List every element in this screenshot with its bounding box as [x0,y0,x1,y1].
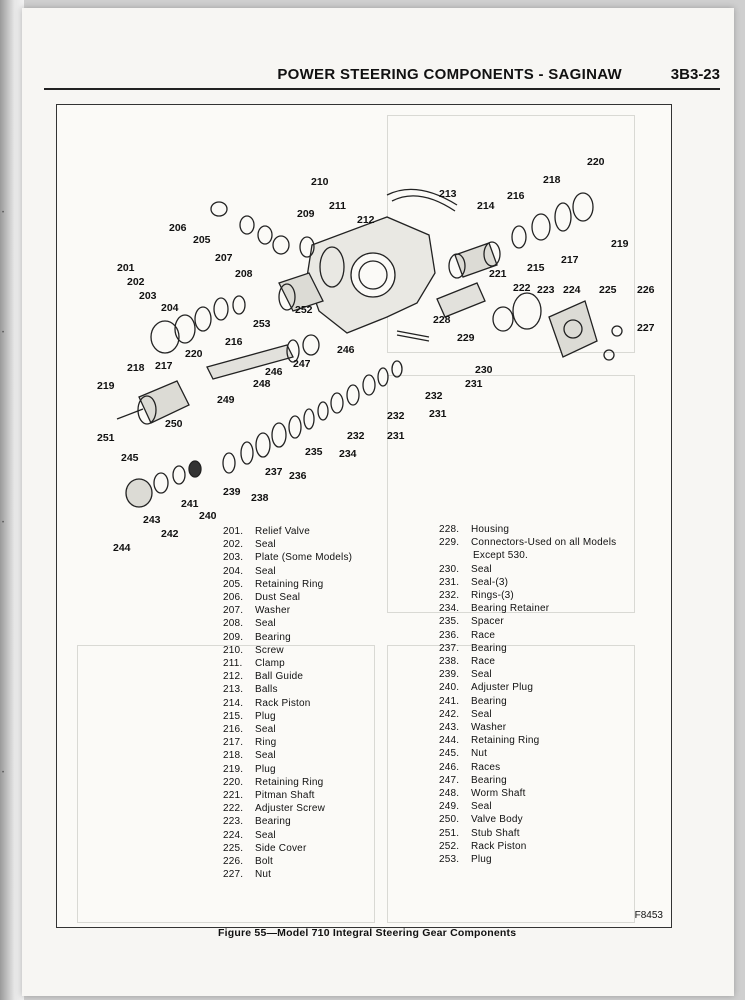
part-number: 229. [439,537,460,549]
part-name: Side Cover [255,842,307,854]
legend-row [439,576,616,589]
part-name: Nut [255,869,272,881]
callout-number: 232 [425,390,443,402]
callout-number: 228 [433,314,451,326]
page-header [44,64,720,90]
legend-row [439,523,616,536]
callout-number: 204 [161,302,179,314]
part-name: Except 530. [473,550,529,562]
callout-number: 240 [199,510,217,522]
part-name: Worm Shaft [471,788,526,800]
part-number: 245. [439,748,460,760]
part-name: Connectors-Used on all Models [471,537,617,549]
callout-number: 229 [457,332,475,344]
part-number: 235. [439,616,460,628]
callout-number: 246 [337,344,355,356]
legend-row [439,549,616,562]
parts-legend-right [439,523,616,866]
part-number: 253. [439,854,460,866]
legend-row [223,683,352,696]
part-number: 214. [223,697,244,709]
part-number: 224. [223,829,244,841]
part-number: 244. [439,735,460,747]
callout-number: 205 [193,234,211,246]
callout-number: 239 [223,486,241,498]
legend-row [223,736,352,749]
callout-number: 225 [599,284,617,296]
part-number: 252. [439,840,460,852]
callout-number: 252 [295,304,313,316]
callout-number: 250 [165,418,183,430]
callout-number: 217 [155,360,173,372]
part-number: 242. [439,708,460,720]
manual-page [22,8,734,996]
part-number: 227. [223,869,244,881]
legend-row [439,589,616,602]
callout-number: 215 [527,262,545,274]
callout-number: 207 [215,252,233,264]
legend-row [439,615,616,628]
part-name: Race [471,629,496,641]
legend-row [223,565,352,578]
part-number: 211. [223,658,243,670]
part-number: 220. [223,776,244,788]
part-number: 201. [223,526,244,537]
legend-row [439,642,616,655]
parts-legend-left [223,525,352,881]
callout-number: 246 [265,366,283,378]
legend-row [223,578,352,591]
legend-row [223,763,352,776]
part-number: 217. [223,737,244,749]
figure-frame [56,104,672,928]
legend-row [439,668,616,681]
part-name: Seal [471,669,492,681]
part-number: 243. [439,722,460,734]
callout-number: 202 [127,276,145,288]
callout-number: 203 [139,290,157,302]
callout-number: 248 [253,378,271,390]
legend-row [223,789,352,802]
callout-number: 206 [169,222,187,234]
callout-number: 219 [97,380,115,392]
callout-number: 211 [329,200,346,212]
part-name: Seal [471,801,492,813]
legend-row [439,734,616,747]
part-name: Seal [255,750,276,762]
part-name: Stub Shaft [471,827,520,839]
page-number: 3B3-23 [670,66,720,83]
part-name: Races [471,761,501,773]
part-number: 247. [439,774,460,786]
callout-number: 241 [181,498,199,510]
legend-row [439,787,616,800]
edge-fragment: • [2,520,5,526]
part-number: 212. [223,671,244,683]
part-name: Retaining Ring [255,578,324,590]
part-number: 250. [439,814,460,826]
part-name: Race [471,656,496,668]
part-name: Seal [255,565,276,577]
part-name: Adjuster Plug [471,682,534,694]
legend-row [223,551,352,564]
callout-number: 220 [587,156,605,168]
part-name: Bearing Retainer [471,603,550,615]
part-name: Pitman Shaft [255,790,315,802]
callout-number: 237 [265,466,283,478]
callout-number: 221 [489,268,507,280]
legend-row [439,708,616,721]
part-number: 207. [223,605,244,617]
part-name: Plate (Some Models) [255,552,353,564]
callout-number: 247 [293,358,311,370]
part-number: 248. [439,788,460,800]
callout-number: 236 [289,470,307,482]
callout-number: 208 [235,268,253,280]
legend-row [439,563,616,576]
legend-row [223,829,352,842]
part-number: 226. [223,856,244,868]
legend-row [439,800,616,813]
legend-row [439,774,616,787]
part-name: Nut [471,748,488,760]
legend-row [223,815,352,828]
part-name: Seal [255,618,276,630]
callout-number: 230 [475,364,493,376]
part-number: 218. [223,750,244,762]
legend-row [223,776,352,789]
part-number: 223. [223,816,244,828]
legend-row [223,525,352,538]
part-number: 222. [223,803,244,815]
callout-number: 201 [117,262,135,274]
part-number: 231. [439,576,460,588]
part-name: Relief Valve [255,526,311,537]
legend-row [439,536,616,549]
section-title: POWER STEERING COMPONENTS - SAGINAW [277,66,622,83]
legend-row [223,802,352,815]
legend-row [439,761,616,774]
legend-row [223,617,352,630]
part-name: Screw [255,644,284,656]
callout-number: 220 [185,348,203,360]
part-number: 225. [223,842,244,854]
callout-number: 224 [563,284,581,296]
part-number: 230. [439,563,460,575]
part-number: 241. [439,695,460,707]
callout-number: 227 [637,322,655,334]
part-number: 246. [439,761,460,773]
legend-row [439,721,616,734]
callout-number: 231 [429,408,447,420]
part-number: 251. [439,827,460,839]
legend-row [223,591,352,604]
legend-row [439,840,616,853]
part-name: Rings-(3) [471,590,514,602]
part-number: 219. [223,763,244,775]
part-name: Plug [255,763,276,775]
callout-number: 238 [251,492,269,504]
callout-number: 253 [253,318,271,330]
part-name: Seal [255,724,276,736]
part-number: 221. [223,790,244,802]
legend-row [223,538,352,551]
legend-row [223,842,352,855]
callout-number: 231 [387,430,405,442]
edge-fragment: • [2,330,5,336]
edge-fragment: • [2,210,5,216]
legend-row [223,670,352,683]
callout-number: 217 [561,254,579,266]
part-name: Bearing [471,774,507,786]
part-name: Washer [255,605,291,617]
callout-number: 218 [543,174,561,186]
callout-number: 213 [439,188,457,200]
part-number: 232. [439,590,460,602]
callout-number: 249 [217,394,235,406]
part-name: Seal [471,708,492,720]
part-name: Rack Piston [255,697,311,709]
callout-number: 223 [537,284,555,296]
part-number: 208. [223,618,244,630]
part-name: Housing [471,524,510,535]
legend-row [223,697,352,710]
exploded-view-diagram [57,105,671,554]
legend-row [223,631,352,644]
part-number: 203. [223,552,244,564]
part-name: Washer [471,722,507,734]
part-name: Rack Piston [471,840,527,852]
part-number: 237. [439,642,460,654]
legend-row [439,655,616,668]
part-number: 213. [223,684,244,696]
part-name: Plug [471,854,492,866]
callout-number: 251 [97,432,115,444]
legend-row [439,681,616,694]
legend-row [223,855,352,868]
part-number: 205. [223,578,244,590]
callout-number: 245 [121,452,139,464]
legend-row [439,747,616,760]
legend-row [439,695,616,708]
legend-row [223,644,352,657]
part-number: 240. [439,682,460,694]
legend-row [223,657,352,670]
legend-row [223,868,352,881]
callout-number: 234 [339,448,357,460]
part-number: 239. [439,669,460,681]
callout-number: 235 [305,446,323,458]
part-name: Seal [255,829,276,841]
part-name: Retaining Ring [255,776,324,788]
callout-number: 242 [161,528,179,540]
part-name: Bearing [471,695,507,707]
legend-row [223,749,352,762]
callout-number: 222 [513,282,531,294]
callout-number: 216 [507,190,525,202]
callout-number: 216 [225,336,243,348]
legend-row [439,853,616,866]
callout-number: 218 [127,362,145,374]
legend-row [223,710,352,723]
callout-number: 214 [477,200,495,212]
part-name: Seal [471,563,492,575]
callout-number: 232 [347,430,365,442]
part-number: 204. [223,565,244,577]
callout-number: 219 [611,238,629,250]
part-name: Seal [255,539,276,551]
adjacent-page-edge [0,0,24,1000]
part-number: 209. [223,631,244,643]
legend-row [223,604,352,617]
part-name: Spacer [471,616,504,628]
part-name: Valve Body [471,814,523,826]
callout-number: 232 [387,410,405,422]
callout-number: 209 [297,208,315,220]
edge-fragment: • [2,770,5,776]
part-name: Adjuster Screw [255,803,326,815]
part-name: Bearing [471,642,507,654]
part-number: 228. [439,524,460,535]
callout-number: 212 [357,214,375,226]
part-name: Plug [255,710,276,722]
legend-row [223,723,352,736]
part-number: 202. [223,539,244,551]
part-number: 249. [439,801,460,813]
part-name: Clamp [255,658,285,670]
part-number: 206. [223,592,244,604]
callout-number: 226 [637,284,655,296]
part-number: 238. [439,656,460,668]
legend-row [439,827,616,840]
legend-row [439,629,616,642]
part-number: 210. [223,644,244,656]
figure-caption: Figure 55—Model 710 Integral Steering Gear Components [218,927,517,939]
legend-row [439,602,616,615]
callout-number: 231 [465,378,483,390]
part-name: Bearing [255,631,291,643]
part-number: 215. [223,710,244,722]
callout-number: 210 [311,176,329,188]
part-number: 234. [439,603,460,615]
part-name: Dust Seal [255,592,301,604]
part-name: Bearing [255,816,291,828]
callout-number: 244 [113,542,131,554]
part-name: Ball Guide [255,671,304,683]
part-name: Balls [255,684,278,696]
legend-row [439,813,616,826]
part-name: Retaining Ring [471,735,540,747]
figure-code: F8453 [634,910,663,921]
part-name: Seal-(3) [471,576,509,588]
part-number: 236. [439,629,460,641]
part-name: Bolt [255,856,274,868]
part-name: Ring [255,737,277,749]
callout-number: 243 [143,514,161,526]
part-number: 216. [223,724,244,736]
